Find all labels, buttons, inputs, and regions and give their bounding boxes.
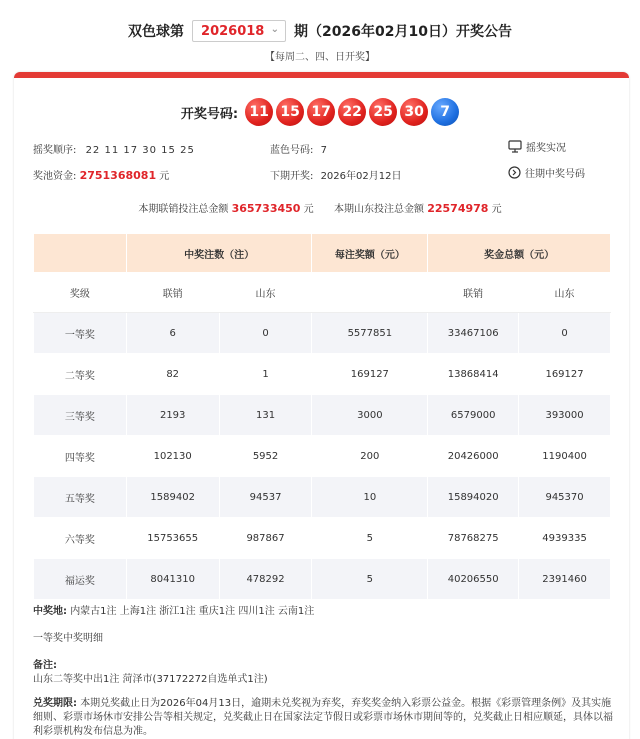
- table-cell: 1: [219, 354, 312, 395]
- table-row: [34, 518, 611, 559]
- next-draw-value: 2026年02月12日: [320, 171, 402, 182]
- table-cell: 102130: [126, 436, 219, 477]
- winning-numbers: [0, 98, 640, 126]
- monitor-icon: [508, 140, 522, 153]
- table-cell: 3000: [312, 395, 428, 436]
- blue-number-value: 7: [320, 145, 327, 156]
- chevron-down-icon: ⌄: [270, 24, 280, 35]
- next-draw: [270, 167, 401, 182]
- draw-schedule: 【每周二、四、日开奖】: [265, 52, 375, 63]
- header-shandong: 山东: [219, 273, 312, 313]
- table-cell: 5: [312, 559, 428, 600]
- header-empty: [312, 273, 428, 313]
- prize-pool: [33, 167, 169, 182]
- draw-order-value: 22 11 17 30 15 25: [85, 145, 195, 156]
- table-cell: 一等奖: [34, 313, 127, 354]
- winning-numbers-label: 开奖号码:: [180, 106, 239, 122]
- table-subheader-row: [34, 273, 611, 313]
- table-cell: 78768275: [428, 518, 519, 559]
- redeem-deadline: [33, 697, 613, 739]
- table-cell: 169127: [519, 354, 611, 395]
- red-ball: 30: [400, 98, 428, 126]
- table-cell: 131: [219, 395, 312, 436]
- table-row: [34, 354, 611, 395]
- sd-sales-value: 22574978: [427, 202, 489, 215]
- title-prefix: 双色球第: [128, 24, 185, 40]
- table-row: [34, 559, 611, 600]
- live-draw-link[interactable]: [508, 139, 566, 154]
- table-row: [34, 395, 611, 436]
- table-cell: 8041310: [126, 559, 219, 600]
- first-prize-detail-link[interactable]: 一等奖中奖明细: [33, 633, 103, 644]
- table-cell: 六等奖: [34, 518, 127, 559]
- union-sales-value: 365733450: [231, 202, 301, 215]
- header-total-prize: 奖金总额（元）: [428, 234, 611, 273]
- table-cell: 五等奖: [34, 477, 127, 518]
- table-cell: 15894020: [428, 477, 519, 518]
- header-level: 奖级: [34, 273, 127, 313]
- table-cell: 945370: [519, 477, 611, 518]
- history-link[interactable]: [508, 165, 585, 180]
- table-header-row: [34, 234, 611, 273]
- table-cell: 13868414: [428, 354, 519, 395]
- header-win-count: 中奖注数（注）: [126, 234, 312, 273]
- redeem-text: 本期兑奖截止日为2026年04月13日，逾期未兑奖视为弃奖，弃奖奖金纳入彩票公益金。根据《彩票管理条例》及其实施细则、彩票市场休市安排公告等相关规定，兑奖截止日在国家法定节假日或彩票市场休市期间等的，兑奖截止日相应顺延，具体以福利彩票机构发布信息为准。: [33, 698, 613, 737]
- table-cell: 2391460: [519, 559, 611, 600]
- table-cell: 10: [312, 477, 428, 518]
- table-cell: 169127: [312, 354, 428, 395]
- table-cell: 5: [312, 518, 428, 559]
- winning-locations-label: 中奖地:: [33, 606, 67, 617]
- header-union: 联销: [126, 273, 219, 313]
- note-title: 备注:: [33, 660, 57, 671]
- table-cell: 6: [126, 313, 219, 354]
- table-row: [34, 436, 611, 477]
- red-ball: 25: [369, 98, 397, 126]
- prize-pool-value: 2751368081: [79, 169, 157, 182]
- table-cell: 二等奖: [34, 354, 127, 395]
- draw-order: [33, 141, 195, 156]
- table-row: [34, 477, 611, 518]
- table-cell: 5577851: [312, 313, 428, 354]
- next-draw-label: 下期开奖:: [270, 171, 314, 182]
- table-cell: 4939335: [519, 518, 611, 559]
- table-cell: 94537: [219, 477, 312, 518]
- blue-ball: 7: [431, 98, 459, 126]
- note-text: 山东二等奖中出1注 菏泽市(37172272自选单式1注): [33, 674, 268, 685]
- table-cell: 200: [312, 436, 428, 477]
- table-cell: 40206550: [428, 559, 519, 600]
- table-cell: 三等奖: [34, 395, 127, 436]
- table-cell: 福运奖: [34, 559, 127, 600]
- header-per-prize: 每注奖额（元）: [312, 234, 428, 273]
- live-draw-label: 摇奖实况: [526, 143, 566, 154]
- table-cell: 478292: [219, 559, 312, 600]
- winning-locations: [33, 602, 314, 617]
- blue-number-label: 蓝色号码:: [270, 145, 314, 156]
- table-cell: 33467106: [428, 313, 519, 354]
- issue-select[interactable]: [192, 20, 286, 42]
- page-header: [0, 14, 640, 48]
- table-cell: 1190400: [519, 436, 611, 477]
- table-cell: 6579000: [428, 395, 519, 436]
- draw-order-label: 摇奖顺序:: [33, 145, 77, 156]
- table-cell: 393000: [519, 395, 611, 436]
- header-empty: [34, 234, 127, 273]
- chevron-circle-icon: [508, 166, 521, 179]
- sales-summary: [0, 200, 640, 215]
- table-cell: 15753655: [126, 518, 219, 559]
- union-sales-unit: 元: [303, 204, 314, 215]
- prize-pool-label: 奖池资金:: [33, 171, 77, 182]
- table-cell: 987867: [219, 518, 312, 559]
- table-cell: 2193: [126, 395, 219, 436]
- prize-table: [33, 233, 611, 600]
- red-ball: 11: [245, 98, 273, 126]
- table-cell: 82: [126, 354, 219, 395]
- blue-number: [270, 141, 327, 156]
- table-cell: 0: [519, 313, 611, 354]
- red-ball: 22: [338, 98, 366, 126]
- redeem-label: 兑奖期限:: [33, 698, 77, 709]
- table-row: [34, 313, 611, 354]
- table-cell: 0: [219, 313, 312, 354]
- history-label: 往期中奖号码: [525, 169, 585, 180]
- table-cell: 20426000: [428, 436, 519, 477]
- red-ball: 15: [276, 98, 304, 126]
- prize-pool-unit: 元: [159, 171, 170, 182]
- table-cell: 四等奖: [34, 436, 127, 477]
- issue-value: 2026018: [201, 23, 265, 39]
- winning-locations-value: 内蒙古1注 上海1注 浙江1注 重庆1注 四川1注 云南1注: [70, 606, 315, 617]
- header-shandong: 山东: [519, 273, 611, 313]
- header-union: 联销: [428, 273, 519, 313]
- red-ball: 17: [307, 98, 335, 126]
- sd-sales-label: 本期山东投注总金额: [334, 204, 425, 215]
- union-sales-label: 本期联销投注总金额: [138, 204, 229, 215]
- title-suffix: 期（2026年02月10日）开奖公告: [294, 24, 512, 40]
- sd-sales-unit: 元: [491, 204, 502, 215]
- table-cell: 1589402: [126, 477, 219, 518]
- table-cell: 5952: [219, 436, 312, 477]
